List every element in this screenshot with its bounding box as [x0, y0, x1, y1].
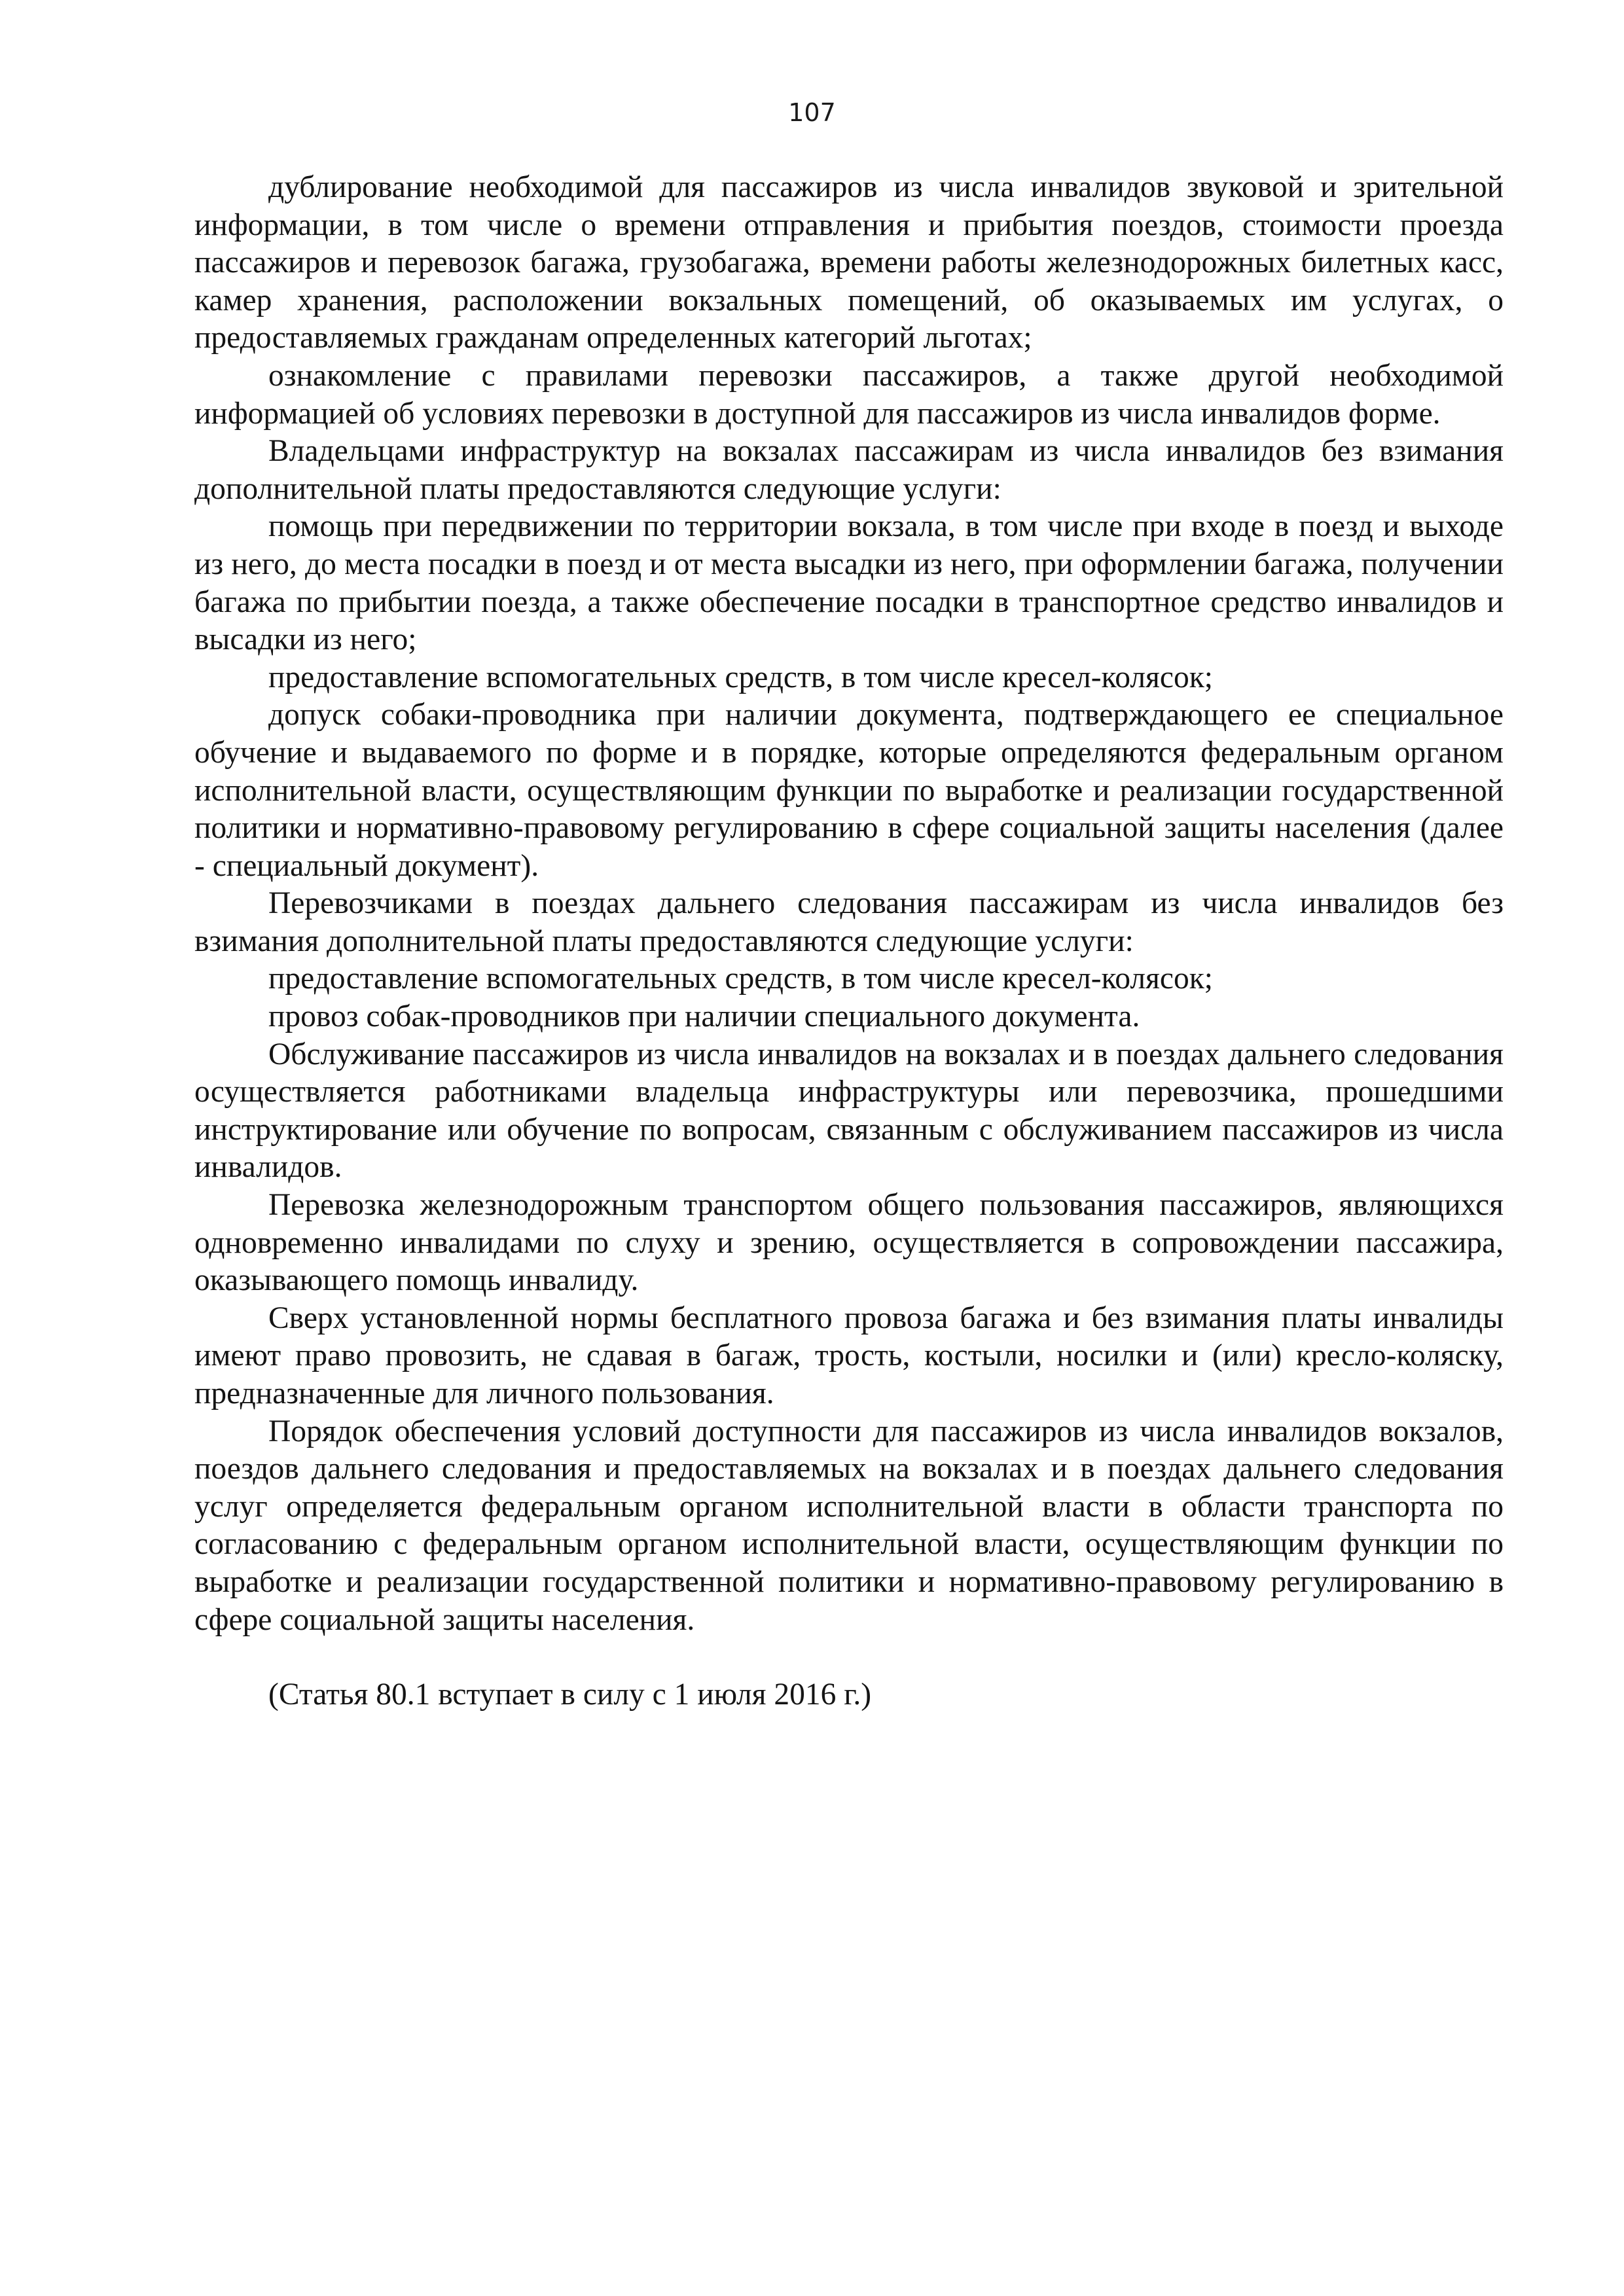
paragraph: ознакомление с правилами перевозки пассажиров, а также другой необходимой информацией об условиях перевозки в доступной для пассажиров из числа инвалидов форме. [194, 358, 1504, 431]
paragraph: Перевозка железнодорожным транспортом общего пользования пассажиров, являющихся одновременно инвалидами по слуху и зрению, осуществляется в сопровождении пассажира, оказывающего помощь инвалиду. [194, 1188, 1504, 1298]
document-body [194, 169, 1504, 1714]
paragraph: Перевозчиками в поездах дальнего следования пассажирам из числа инвалидов без взимания дополнительной платы предоставляются следующие услуги: [194, 886, 1504, 958]
effective-date-note: (Статья 80.1 вступает в силу с 1 июля 2016 г.) [268, 1677, 872, 1712]
paragraph: Сверх установленной нормы бесплатного провоза багажа и без взимания платы инвалиды имеют право провозить, не сдавая в багаж, трость, костыли, носилки и (или) кресло-коляску, предназначенные для личного пользования. [194, 1300, 1504, 1410]
paragraph: Владельцами инфраструктур на вокзалах пассажирам из числа инвалидов без взимания дополнительной платы предоставляются следующие услуги: [194, 434, 1504, 506]
paragraph: допуск собаки-проводника при наличии документа, подтверждающего ее специальное обучение и выдаваемого по форме и в порядке, которые определяются федеральным органом исполнительной власти, осуществляющим функции по выработке и реализации государственной политики и нормативно-правовому регулированию в сфере социальной защиты населения (далее - специальный документ). [194, 698, 1504, 883]
page-number: 107 [788, 98, 836, 127]
paragraph: предоставление вспомогательных средств, в том числе кресел-колясок; [268, 961, 1213, 996]
paragraph: Порядок обеспечения условий доступности для пассажиров из числа инвалидов вокзалов, поездов дальнего следования и предоставляемых на вокзалах и в поездах дальнего следования услуг определяется федеральным органом исполнительной власти в области транспорта по согласованию с федеральным органом исполнительной власти, осуществляющим функции по выработке и реализации государственной политики и нормативно-правовому регулированию в сфере социальной защиты населения. [194, 1414, 1504, 1637]
paragraph: Обслуживание пассажиров из числа инвалидов на вокзалах и в поездах дальнего следования осуществляется работниками владельца инфраструктуры или перевозчика, прошедшими инструктирование или обучение по вопросам, связанным с обслуживанием пассажиров из числа инвалидов. [194, 1037, 1504, 1185]
paragraph: предоставление вспомогательных средств, в том числе кресел-колясок; [268, 660, 1213, 694]
paragraph: помощь при передвижении по территории вокзала, в том числе при входе в поезд и выходе из него, до места посадки в поезд и от места высадки из него, при оформлении багажа, получении багажа по прибытии поезда, а также обеспечение посадки в транспортное средство инвалидов и высадки из него; [194, 509, 1504, 657]
paragraph: дублирование необходимой для пассажиров из числа инвалидов звуковой и зрительной информации, в том числе о времени отправления и прибытия поездов, стоимости проезда пассажиров и перевозок багажа, грузобагажа, времени работы железнодорожных билетных касс, камер хранения, расположении вокзальных помещений, об оказываемых им услугах, о предоставляемых гражданам определенных категорий льготах; [194, 170, 1504, 355]
paragraph: провоз собак-проводников при наличии специального документа. [268, 999, 1140, 1034]
